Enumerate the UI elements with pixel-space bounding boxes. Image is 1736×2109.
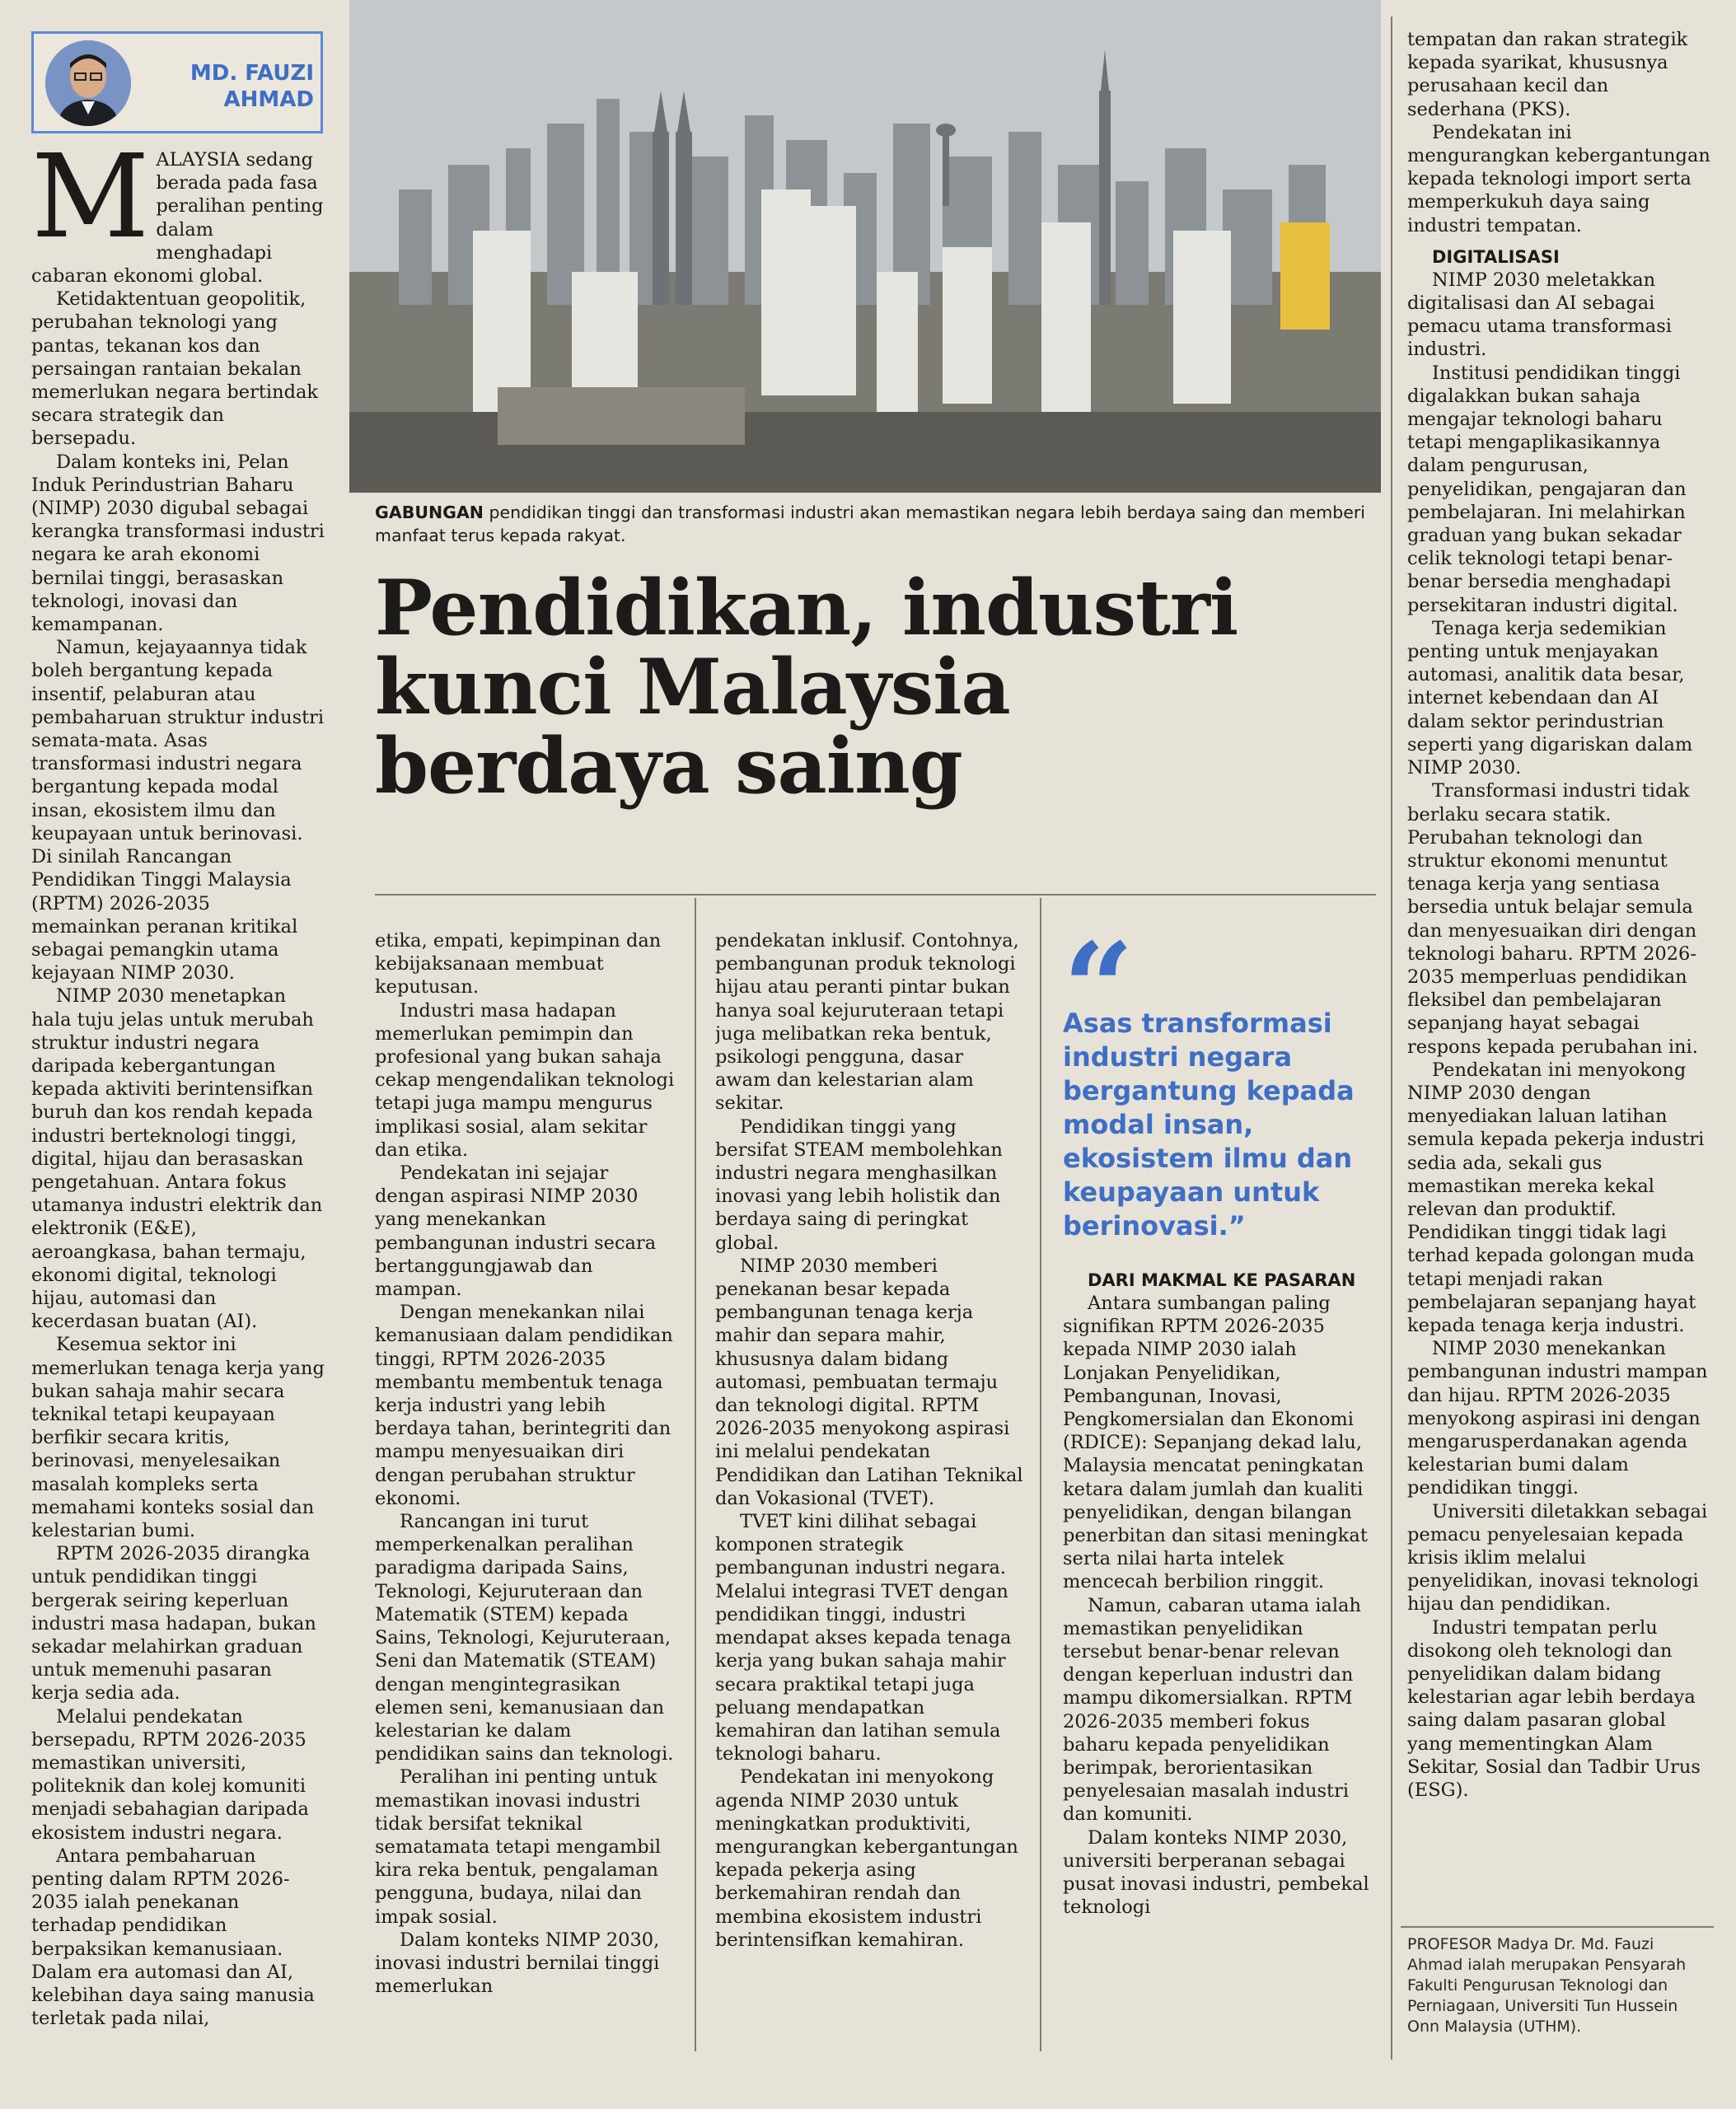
paragraph: Transformasi industri tidak berlaku secara statik. Perubahan teknologi dan struktur ekonomi menuntut tenaga kerja yang sentiasa bersedia untuk belajar semula dan menyesuaikan diri dengan teknologi baharu. RPTM 2026-2035 memperluas pendidikan fleksibel dan pembelajaran sepanjang hayat sebagai respons kepada perubahan ini. — [1407, 780, 1698, 1058]
subheading: DARI MAKMAL KE PASARAN — [1088, 1270, 1356, 1290]
paragraph: Namun, cabaran utama ialah memastikan penyelidikan tersebut benar-benar relevan dengan keperluan industri dan mampu dikomersialkan. RPTM 2026-2035 memberi fokus baharu kepada penyelidikan berimpak, berorientasikan penyelesaian masalah industri dan komuniti. — [1063, 1594, 1361, 1826]
paragraph: RPTM 2026-2035 dirangka untuk pendidikan tinggi bergerak seiring keperluan industri masa hadapan, bukan sekadar melahirkan graduan untuk memenuhi pasaran kerja sedia ada. — [31, 1543, 316, 1705]
paragraph: Dalam konteks NIMP 2030, universiti berperanan sebagai pusat inovasi industri, pembekal teknologi — [1063, 1826, 1369, 1919]
article-column-3 — [715, 929, 1024, 2058]
paragraph: NIMP 2030 menetapkan hala tuju jelas untuk merubah struktur industri negara daripada kebergantungan kepada aktiviti berintensifkan buruh dan kos rendah kepada industri berteknologi tinggi, digital, hijau dan berasaskan pengetahuan. Antara fokus utamanya industri elektrik dan elektronik (E&E), aeroangkasa, bahan termaju, ekonomi digital, teknologi hijau, automasi dan kecerdasan buatan (AI). — [31, 985, 323, 1333]
paragraph: Industri tempatan perlu disokong oleh teknologi dan penyelidikan dalam bidang kelestarian agar lebih berdaya saing dalam pasaran global yang mementingkan Alam Sekitar, Sosial dan Tadbir Urus (ESG). — [1407, 1616, 1701, 1802]
paragraph: Pendekatan ini sejajar dengan aspirasi NIMP 2030 yang menekankan pembangunan industri secara bertanggungjawab dan mampan. — [375, 1162, 657, 1301]
paragraph: etika, empati, kepimpinan dan kebijaksanaan membuat keputusan. — [375, 930, 662, 998]
bio-divider — [1401, 1926, 1714, 1928]
paragraph: Dalam konteks NIMP 2030, inovasi industri bernilai tinggi memerlukan — [375, 1929, 660, 1998]
article-column-5 — [1407, 28, 1712, 1923]
caption-lead: GABUNGAN — [375, 503, 484, 522]
paragraph: Pendidikan tinggi yang bersifat STEAM membolehkan industri negara menghasilkan inovasi yang lebih holistik dan berdaya saing di peringkat global. — [715, 1115, 1003, 1254]
column-rule — [1040, 898, 1041, 2051]
subheading: DIGITALISASI — [1432, 246, 1560, 267]
author-name: MD. FAUZI AHMAD — [190, 61, 314, 112]
drop-cap: M — [31, 148, 150, 264]
paragraph: NIMP 2030 menekankan pembangunan industri mampan dan hijau. RPTM 2026-2035 menyokong aspirasi ini dengan mengarusperdanakan agenda kelestarian bumi dalam pendidikan tinggi. — [1407, 1338, 1708, 1499]
quote-mark-icon: “ — [1063, 916, 1135, 1061]
column-rule — [1391, 16, 1392, 2060]
headline — [375, 563, 1372, 811]
paragraph: Pendekatan ini menyokong agenda NIMP 2030 untuk meningkatkan produktiviti, mengurangkan kebergantungan kepada pekerja asing berkemahiran rendah dan membina ekosistem industri berintensifkan kemahiran. — [715, 1766, 1018, 1951]
paragraph: Dengan menekankan nilai kemanusiaan dalam pendidikan tinggi, RPTM 2026-2035 membantu membentuk tenaga kerja industri yang lebih berdaya tahan, berintegriti dan mampu menyesuaikan diri dengan perubahan struktur ekonomi. — [375, 1302, 673, 1509]
author-bio: PROFESOR Madya Dr. Md. Fauzi Ahmad ialah merupakan Pensyarah Fakulti Pengurusan Teknologi dan Perniagaan, Universiti Tun Hussein Onn Malaysia (UTHM). — [1407, 1935, 1687, 2036]
headline-line-2: kunci Malaysia — [375, 642, 1010, 732]
paragraph: Institusi pendidikan tinggi digalakkan bukan sahaja mengajar teknologi baharu tetapi mengaplikasikannya dalam pengurusan, penyelidikan, pengajaran dan pembelajaran. Ini melahirkan graduan yang bukan sekadar celik teknologi tetapi benar-benar bersedia menghadapi persekitaran industri digital. — [1407, 362, 1687, 616]
paragraph: Ketidaktentuan geopolitik, perubahan teknologi yang pantas, tekanan kos dan persaingan rantaian bekalan memerlukan negara bertindak secara strategik dan bersepadu. — [31, 288, 319, 450]
headline-divider — [375, 894, 1376, 896]
paragraph: Melalui pendekatan bersepadu, RPTM 2026-2035 memastikan universiti, politeknik dan kolej komuniti menjadi sebahagian daripada ekosistem industri negara. — [31, 1705, 309, 1844]
paragraph: Industri masa hadapan memerlukan pemimpin dan profesional yang bukan sahaja cekap mengendalikan teknologi tetapi juga mampu mengurus implikasi sosial, alam sekitar dan etika. — [375, 999, 675, 1161]
article-column-2 — [375, 929, 681, 2058]
paragraph: Namun, kejayaannya tidak boleh bergantung kepada insentif, pelaburan atau pembaharuan struktur industri semata-mata. Asas transformasi industri negara bergantung kepada modal insan, ekosistem ilmu dan keupayaan untuk berinovasi. Di sinilah Rancangan Pendidikan Tinggi Malaysia (RPTM) 2026-2035 memainkan peranan kritikal sebagai pemangkin utama kejayaan NIMP 2030. — [31, 637, 325, 984]
paragraph: NIMP 2030 meletakkan digitalisasi dan AI sebagai pemacu utama transformasi industri. — [1407, 269, 1672, 361]
paragraph: Antara sumbangan paling signifikan RPTM 2026-2035 kepada NIMP 2030 ialah Lonjakan Penyelidikan, Pembangunan, Inovasi, Pengkomersialan dan Ekonomi (RDICE): Sepanjang dekad lalu, Malaysia mencatat peningkatan ketara dalam jumlah dan kualiti penyelidikan, dengan bilangan penerbitan dan sitasi meningkat serta nilai harta intelek mencecah berbilion ringgit. — [1063, 1293, 1368, 1593]
paragraph: MALAYSIA sedang berada pada fasa peralihan penting dalam menghadapi cabaran ekonomi global. — [31, 148, 324, 288]
headline-line-1: Pendidikan, industri — [375, 563, 1238, 652]
paragraph: Tenaga kerja sedemikian penting untuk menjayakan automasi, analitik data besar, internet kebendaan dan AI dalam sektor perindustrian seperti yang digariskan dalam NIMP 2030. — [1407, 617, 1693, 779]
city-skyline-photo — [349, 0, 1381, 493]
paragraph: Pendekatan ini menyokong NIMP 2030 dengan menyediakan laluan latihan semula kepada pekerja industri sedia ada, sekali gus memastikan mereka kekal relevan dan produktif. Pendidikan tinggi tidak lagi terhad kepada golongan muda tetapi menjadi rakan pembelajaran sepanjang hayat kepada tenaga kerja industri. — [1407, 1059, 1705, 1336]
paragraph: Pendekatan ini mengurangkan kebergantungan kepada teknologi import serta memperkukuh daya saing industri tempatan. — [1407, 121, 1710, 236]
caption-text: pendidikan tinggi dan transformasi industri akan memastikan negara lebih berdaya saing dan memberi manfaat terus kepada rakyat. — [375, 503, 1365, 545]
paragraph: Universiti diletakkan sebagai pemacu penyelesaian kepada krisis iklim melalui penyelidikan, inovasi teknologi hijau dan pendidikan. — [1407, 1500, 1708, 1616]
photo-caption — [375, 501, 1372, 547]
paragraph: Rancangan ini turut memperkenalkan peralihan paradigma daripada Sains, Teknologi, Kejuruteraan dan Matematik (STEM) kepada Sains, Teknologi, Kejuruteraan, Seni dan Matematik (STEAM) dengan mengintegrasikan elemen seni, kemanusiaan dan kelestarian ke dalam pendidikan sains dan teknologi. — [375, 1511, 674, 1765]
paragraph: Peralihan ini penting untuk memastikan inovasi industri tidak bersifat teknikal sematamata tetapi mengambil kira reka bentuk, pengalaman pengguna, budaya, nilai dan impak sosial. — [375, 1766, 662, 1928]
paragraph: pendekatan inklusif. Contohnya, pembangunan produk teknologi hijau atau peranti pintar bukan hanya soal kejuruteraan tetapi juga melibatkan reka bentuk, psikologi pengguna, dasar awam dan kelestarian alam sekitar. — [715, 930, 1019, 1115]
paragraph: TVET kini dilihat sebagai komponen strategik pembangunan industri negara. Melalui integrasi TVET dengan pendidikan tinggi, industri mendapat akses kepada tenaga kerja yang bukan sahaja mahir secara praktikal tetapi juga peluang mendapatkan kemahiran dan latihan semula teknologi baharu. — [715, 1511, 1012, 1765]
headline-line-3: berdaya saing — [375, 721, 962, 811]
author-photo — [45, 40, 131, 126]
paragraph: Kesemua sektor ini memerlukan tenaga kerja yang bukan sahaja mahir secara teknikal tetapi keupayaan berfikir secara kritis, berinovasi, menyelesaikan masalah kompleks serta memahami konteks sosial dan kelestarian bumi. — [31, 1334, 325, 1541]
column-rule — [695, 898, 696, 2051]
article-column-4 — [1063, 1269, 1380, 2060]
paragraph: Antara pembaharuan penting dalam RPTM 2026-2035 ialah penekanan terhadap pendidikan berpaksikan kemanusiaan. Dalam era automasi dan AI, kelebihan daya saing manusia terletak pada nilai, — [31, 1845, 315, 2030]
paragraph: tempatan dan rakan strategik kepada syarikat, khususnya perusahaan kecil dan sederhana (PKS). — [1407, 29, 1688, 120]
pull-quote: Asas transformasi industri negara bergantung kepada modal insan, ekosistem ilmu dan keupayaan untuk berinovasi.” — [1063, 1008, 1355, 1242]
paragraph: NIMP 2030 memberi penekanan besar kepada pembangunan tenaga kerja mahir dan separa mahir, khususnya dalam bidang automasi, pembuatan termaju dan teknologi digital. RPTM 2026-2035 menyokong aspirasi ini melalui pendekatan Pendidikan dan Latihan Teknikal dan Vokasional (TVET). — [715, 1255, 1023, 1509]
paragraph: Dalam konteks ini, Pelan Induk Perindustrian Baharu (NIMP) 2030 digubal sebagai kerangka transformasi industri negara ke arah ekonomi bernilai tinggi, berasaskan teknologi, inovasi dan kemampanan. — [31, 451, 325, 636]
author-byline — [31, 31, 323, 133]
article-column-1 — [31, 148, 325, 2043]
